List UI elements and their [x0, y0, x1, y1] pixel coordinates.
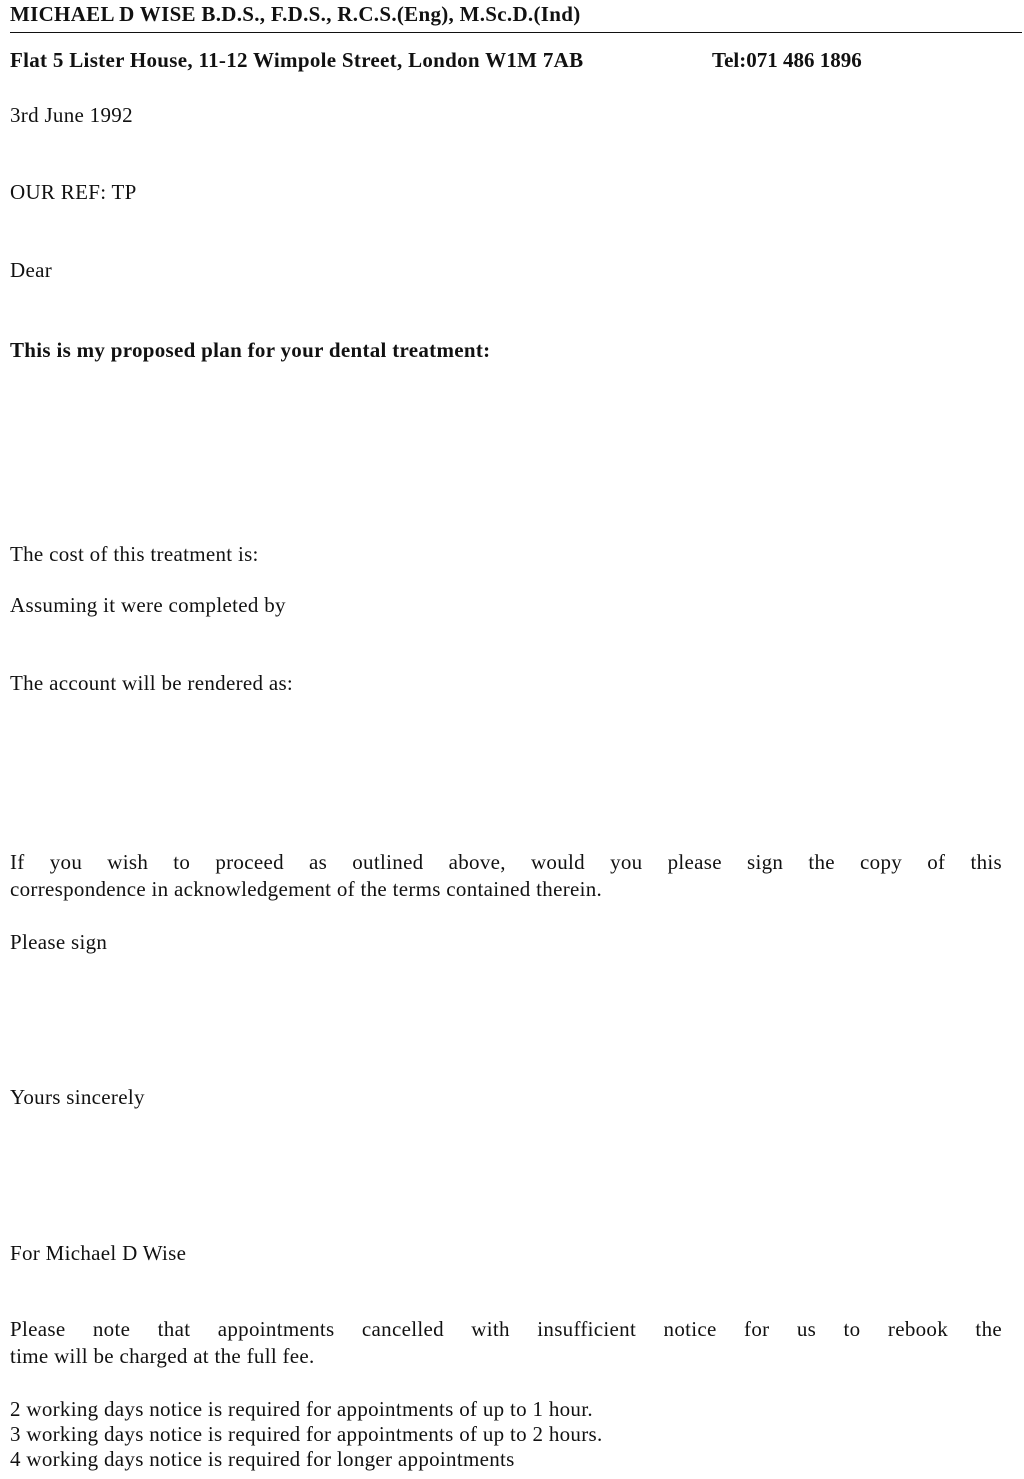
letterhead-rule	[10, 32, 1022, 33]
notice-rule-2: 3 working days notice is required for appointments of up to 2 hours.	[10, 1422, 603, 1446]
closing: Yours sincerely	[10, 1085, 145, 1109]
treatment-plan-intro: This is my proposed plan for your dental treatment:	[10, 338, 491, 362]
notice-rule-3: 4 working days notice is required for longer appointments	[10, 1447, 515, 1471]
cost-line: The cost of this treatment is:	[10, 542, 259, 566]
letterhead-name: MICHAEL D WISE B.D.S., F.D.S., R.C.S.(Eng), M.Sc.D.(Ind)	[10, 2, 581, 26]
letterhead-telephone: Tel:071 486 1896	[712, 48, 862, 72]
signatory: For Michael D Wise	[10, 1241, 187, 1265]
our-reference: OUR REF: TP	[10, 180, 137, 204]
proceed-paragraph	[10, 849, 1002, 903]
please-sign: Please sign	[10, 930, 108, 954]
cancellation-note-line-1: Please note that appointments cancelled with insufficient notice for us to rebook the	[10, 1317, 1002, 1341]
cancellation-note	[10, 1316, 1002, 1370]
proceed-paragraph-line-1: If you wish to proceed as outlined above, would you please sign the copy of this	[10, 850, 1002, 874]
completion-line: Assuming it were completed by	[10, 593, 286, 617]
letter-date: 3rd June 1992	[10, 103, 133, 127]
account-line: The account will be rendered as:	[10, 671, 294, 695]
cancellation-note-line-2: time will be charged at the full fee.	[10, 1344, 315, 1368]
letterhead-address: Flat 5 Lister House, 11-12 Wimpole Street, London W1M 7AB	[10, 48, 584, 72]
proceed-paragraph-line-2: correspondence in acknowledgement of the terms contained therein.	[10, 877, 603, 901]
salutation: Dear	[10, 258, 53, 282]
notice-rule-1: 2 working days notice is required for appointments of up to 1 hour.	[10, 1397, 593, 1421]
